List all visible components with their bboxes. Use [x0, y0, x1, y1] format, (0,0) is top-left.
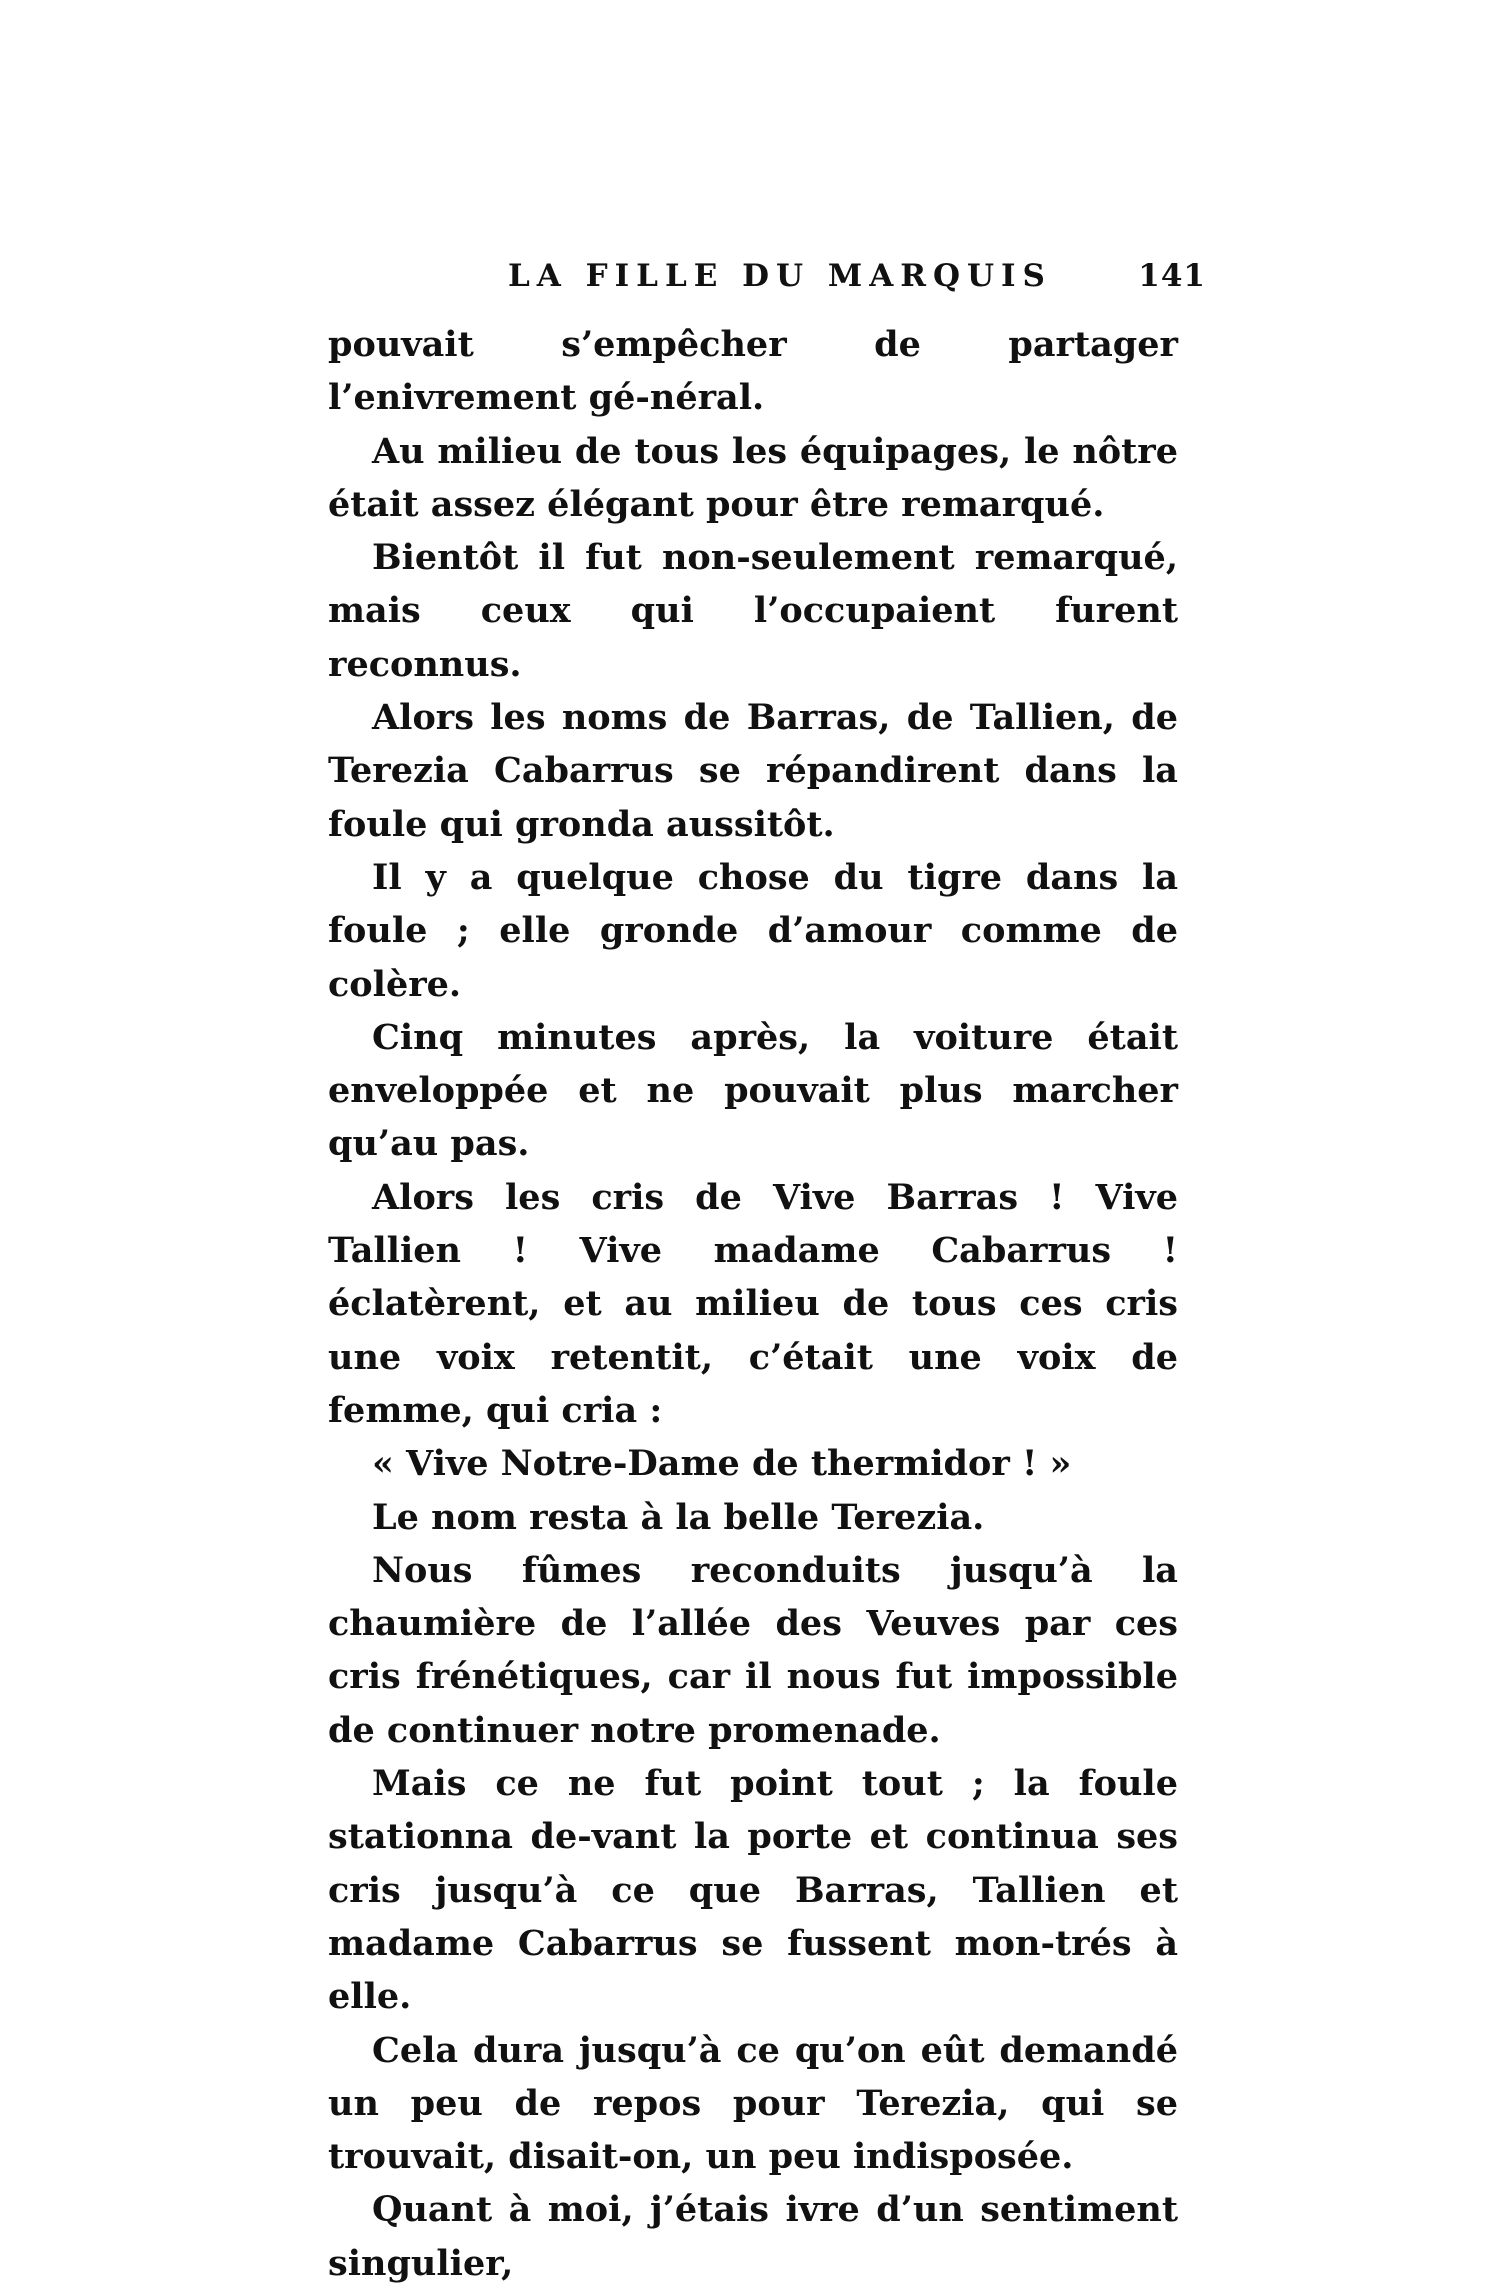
- paragraph: Mais ce ne fut point tout ; la foule stationna de-vant la porte et continua ses cris jusqu’à ce que Barras, Tallien et madame Cabarrus se fussent mon-trés à elle.: [328, 1763, 1178, 2018]
- body-text: [328, 318, 1178, 2290]
- paragraph: Cela dura jusqu’à ce qu’on eût demandé un peu de repos pour Terezia, qui se trouvait, disait-on, un peu indisposée.: [328, 2029, 1178, 2178]
- paragraph: Quant à moi, j’étais ivre d’un sentiment singulier,: [328, 2189, 1178, 2284]
- paragraph: Alors les noms de Barras, de Tallien, de Terezia Cabarrus se répandirent dans la foule qui gronda aussitôt.: [328, 697, 1178, 845]
- paragraph: Le nom resta à la belle Terezia.: [372, 1496, 985, 1538]
- page-number: 141: [1138, 258, 1206, 294]
- paragraph: Cinq minutes après, la voiture était enveloppée et ne pouvait plus marcher qu’au pas.: [328, 1016, 1178, 1165]
- running-head: [328, 258, 1206, 304]
- quotation: « Vive Notre-Dame de thermidor ! »: [372, 1443, 1072, 1485]
- running-title: LA FILLE DU MARQUIS: [508, 258, 1052, 294]
- paragraph: Il y a quelque chose du tigre dans la foule ; elle gronde d’amour comme de colère.: [328, 856, 1178, 1005]
- paragraph: Nous fûmes reconduits jusqu’à la chaumière de l’allée des Veuves par ces cris frénétiques, car il nous fut impossible de continuer notre promenade.: [328, 1549, 1178, 1751]
- paragraph: Alors les cris de Vive Barras ! Vive Tallien ! Vive madame Cabarrus ! éclatèrent, et au milieu de tous ces cris une voix retentit, c’était une voix de femme, qui cria :: [328, 1176, 1178, 1431]
- paragraph: Bientôt il fut non-seulement remarqué, mais ceux qui l’occupaient furent reconnus.: [328, 537, 1178, 685]
- paragraph: pouvait s’empêcher de partager l’enivrement gé-néral.: [328, 324, 1178, 419]
- paragraph: Au milieu de tous les équipages, le nôtre était assez élégant pour être remarqué.: [328, 430, 1178, 525]
